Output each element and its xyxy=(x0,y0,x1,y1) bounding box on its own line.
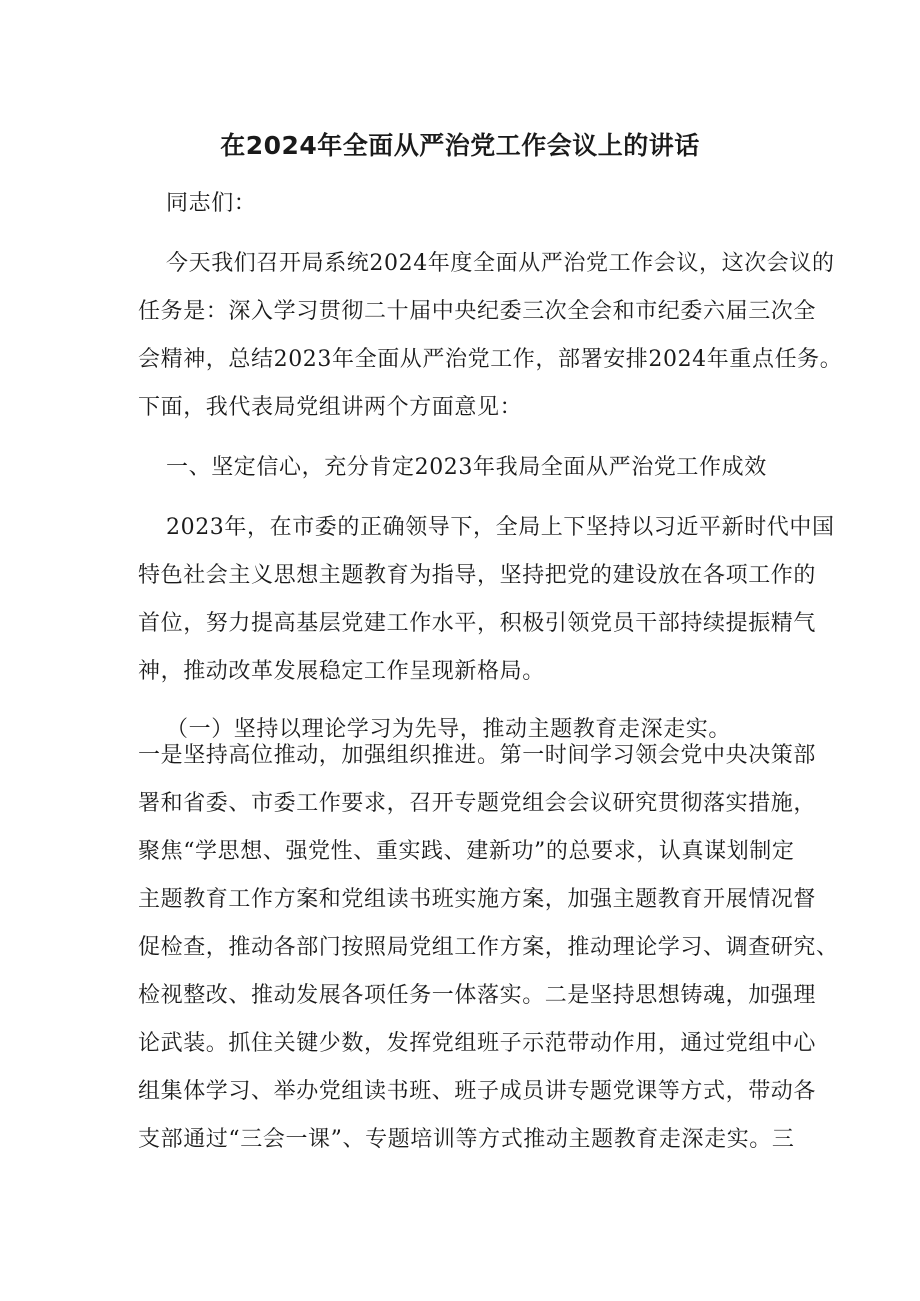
subsection-paragraph-line: 署和省委、市委工作要求，召开专题党组会会议研究贯彻落实措施， xyxy=(138,791,817,816)
subsection-paragraph-line: 聚焦“学思想、强党性、重实践、建新功”的总要求，认真谋划制定 xyxy=(138,839,795,864)
document-title: 在2024年全面从严治党工作会议上的讲话 xyxy=(220,131,700,160)
subsection-paragraph-line: 一是坚持高位推动，加强组织推进。第一时间学习领会党中央决策部 xyxy=(138,743,817,768)
subsection-paragraph-line: 促检查，推动各部门按照局党组工作方案，推动理论学习、调查研究、 xyxy=(138,935,839,960)
subsection-paragraph-line: 论武装。抓住关键少数，发挥党组班子示范带动作用，通过党组中心 xyxy=(138,1031,817,1056)
section-heading: 一、坚定信心，充分肯定2023年我局全面从严治党工作成效 xyxy=(166,455,767,480)
intro-line: 会精神，总结2023年全面从严治党工作，部署安排2024年重点任务。 xyxy=(138,347,843,372)
subsection-paragraph-line: 检视整改、推动发展各项任务一体落实。二是坚持思想铸魂，加强理 xyxy=(138,983,817,1008)
subsection-paragraph-line: 支部通过“三会一课”、专题培训等方式推动主题教育走深走实。三 xyxy=(138,1127,795,1152)
section-paragraph-line: 2023年，在市委的正确领导下，全局上下坚持以习近平新时代中国 xyxy=(166,515,835,540)
intro-line: 今天我们召开局系统2024年度全面从严治党工作会议，这次会议的 xyxy=(166,251,835,276)
section-paragraph-line: 首位，努力提高基层党建工作水平，积极引领党员干部持续提振精气 xyxy=(138,611,817,636)
intro-line: 任务是：深入学习贯彻二十届中央纪委三次全会和市纪委六届三次全 xyxy=(138,299,817,324)
subsection-heading: （一）坚持以理论学习为先导，推动主题教育走深走实。 xyxy=(166,717,732,742)
intro-line: 下面，我代表局党组讲两个方面意见： xyxy=(138,395,523,420)
subsection-paragraph-line: 主题教育工作方案和党组读书班实施方案，加强主题教育开展情况督 xyxy=(138,887,817,912)
subsection-paragraph-line: 组集体学习、举办党组读书班、班子成员讲专题党课等方式，带动各 xyxy=(138,1079,817,1104)
section-paragraph-line: 神，推动改革发展稳定工作呈现新格局。 xyxy=(138,659,545,684)
salutation: 同志们： xyxy=(166,191,257,216)
section-paragraph-line: 特色社会主义思想主题教育为指导，坚持把党的建设放在各项工作的 xyxy=(138,563,817,588)
